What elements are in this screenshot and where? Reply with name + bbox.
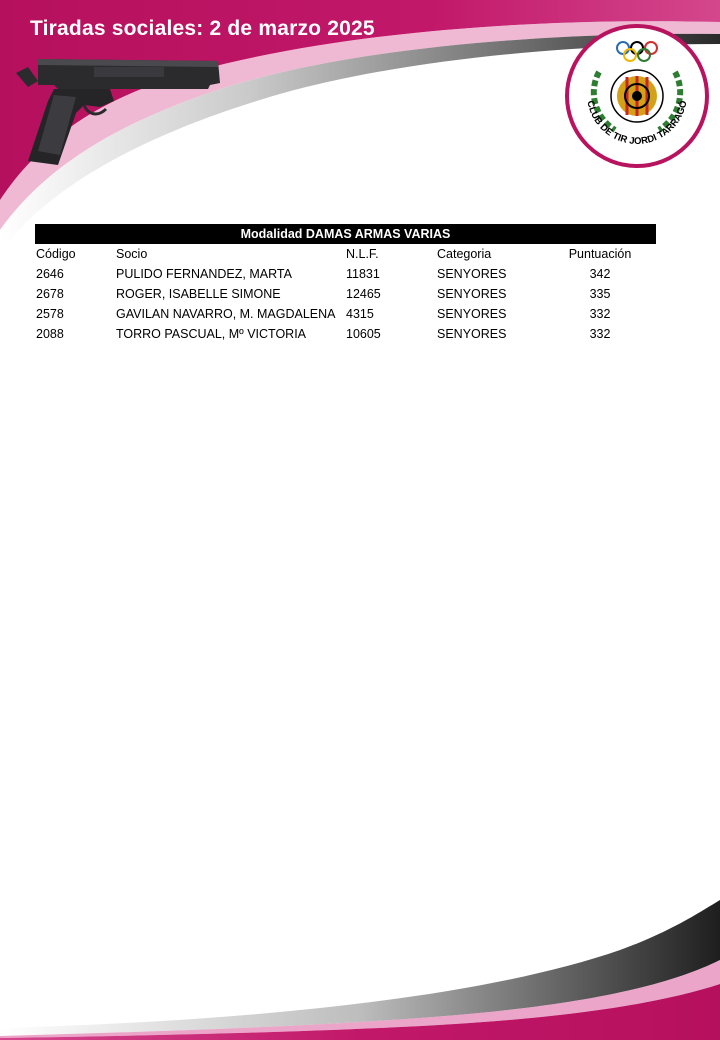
column-header-puntuacion: Puntuación [568, 247, 632, 261]
cell-categoria: SENYORES [437, 267, 507, 281]
club-logo [565, 24, 709, 168]
cell-puntuacion: 332 [589, 307, 611, 321]
cell-socio: PULIDO FERNANDEZ, MARTA [116, 267, 292, 281]
cell-categoria: SENYORES [437, 327, 507, 341]
cell-nlf: 4315 [346, 307, 374, 321]
pistol-icon [14, 55, 224, 175]
table-header [35, 244, 656, 264]
logo-text: CLUB DE TIR JORDI TARRAGÓ [584, 99, 690, 148]
table-row [35, 264, 656, 284]
table-row [35, 284, 656, 304]
column-header-nlf: N.L.F. [346, 247, 379, 261]
results-table [35, 224, 656, 344]
column-header-socio: Socio [116, 247, 148, 261]
cell-nlf: 12465 [346, 287, 381, 301]
cell-codigo: 2678 [36, 287, 64, 301]
column-header-categoria: Categoria [437, 247, 492, 261]
table-row [35, 304, 656, 324]
footer-background [0, 890, 720, 1040]
cell-categoria: SENYORES [437, 307, 507, 321]
cell-nlf: 10605 [346, 327, 381, 341]
cell-puntuacion: 332 [589, 327, 611, 341]
cell-codigo: 2088 [36, 327, 64, 341]
cell-codigo: 2646 [36, 267, 64, 281]
table-banner: Modalidad DAMAS ARMAS VARIAS [35, 224, 656, 244]
column-header-codigo: Código [36, 247, 76, 261]
cell-nlf: 11831 [346, 267, 380, 281]
cell-categoria: SENYORES [437, 287, 507, 301]
cell-puntuacion: 342 [589, 267, 611, 281]
cell-codigo: 2578 [36, 307, 64, 321]
cell-puntuacion: 335 [589, 287, 611, 301]
cell-socio: GAVILAN NAVARRO, M. MAGDALENA [116, 307, 336, 321]
cell-socio: ROGER, ISABELLE SIMONE [116, 287, 281, 301]
cell-socio: TORRO PASCUAL, Mº VICTORIA [116, 327, 307, 341]
table-row [35, 324, 656, 344]
page-title: Tiradas sociales: 2 de marzo 2025 [30, 17, 375, 40]
